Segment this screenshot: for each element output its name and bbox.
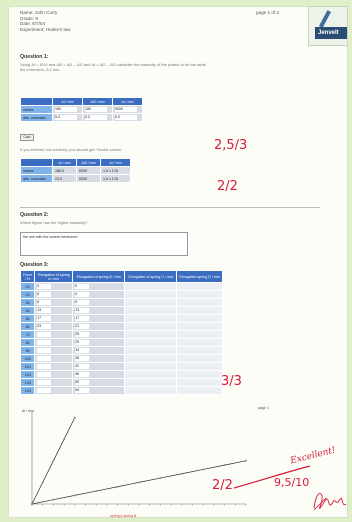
value-input[interactable]: 8: [37, 300, 51, 305]
empty-cell: [177, 339, 223, 347]
input-cell: [73, 379, 125, 387]
table-row: [21, 315, 223, 323]
value-input[interactable]: 5.0: [115, 115, 137, 120]
instruction-line: the extension, Δ l/ mm.: [20, 67, 61, 72]
value-input[interactable]: 13: [75, 308, 89, 313]
question-1-title: Question 1:: [20, 54, 49, 60]
empty-cell: [177, 307, 223, 315]
table-row: [21, 299, 223, 307]
q1b-score: 2/2: [217, 179, 238, 194]
row-label: 50: [21, 315, 35, 323]
table-header-cell: Elongation spring D / mm: [177, 271, 223, 283]
table-header-cell: [21, 98, 53, 106]
empty-cell: [125, 307, 177, 315]
table-row: [21, 379, 223, 387]
worksheet-date: Date: 6/7/04: [20, 21, 46, 27]
value-input[interactable]: 17: [75, 316, 89, 321]
question-3-title: Question 3:: [20, 262, 49, 268]
value-input[interactable]: 54: [75, 388, 89, 393]
value-input[interactable]: [37, 348, 51, 353]
value-input[interactable]: 34: [75, 348, 89, 353]
row-label: 70: [21, 331, 35, 339]
teacher-signature: [310, 486, 348, 514]
table-row: [21, 323, 223, 331]
value-input[interactable]: 4: [75, 292, 89, 297]
data-point: [74, 417, 76, 419]
data-point: [138, 481, 140, 483]
answer-textarea[interactable]: [20, 232, 188, 256]
empty-cell: [125, 355, 177, 363]
table-row: [21, 106, 143, 114]
value-cell: [83, 106, 113, 114]
row-label: 60: [21, 323, 35, 331]
input-cell: [73, 355, 125, 363]
table-header-cell: Δl0 / mm: [83, 98, 113, 106]
input-cell: [35, 347, 73, 355]
row-label: abs. uncertain: [21, 114, 53, 122]
value-input[interactable]: [37, 380, 51, 385]
question-3-data-table: [20, 270, 223, 395]
value-input[interactable]: 29: [75, 340, 89, 345]
value-cell: [53, 114, 83, 122]
input-cell: [35, 331, 73, 339]
input-cell: [35, 387, 73, 395]
table-header-cell: Δl / mm: [53, 159, 77, 167]
result-cell: 0000: [77, 175, 101, 183]
empty-cell: [125, 339, 177, 347]
value-input[interactable]: 23: [37, 324, 51, 329]
empty-cell: [125, 331, 177, 339]
table-header-cell: Δl / mm: [101, 159, 131, 167]
logo-swoosh-icon: [319, 10, 331, 28]
input-cell: [35, 299, 73, 307]
input-cell: [35, 363, 73, 371]
row-label: 90: [21, 347, 35, 355]
table-row: [21, 387, 223, 395]
row-label: 30: [21, 299, 35, 307]
result-cell: 23.0: [53, 175, 77, 183]
value-input[interactable]: [37, 356, 51, 361]
table-header-cell: [21, 159, 53, 167]
row-label: abs. uncertain: [21, 175, 53, 183]
teacher-comment: Excellent!: [289, 445, 337, 467]
row-label: 10: [21, 283, 35, 291]
value-input[interactable]: [37, 340, 51, 345]
question-1-result-table: [20, 158, 131, 183]
empty-cell: [177, 331, 223, 339]
value-input[interactable]: 17: [37, 316, 51, 321]
data-point: [42, 481, 44, 483]
table-row: [21, 363, 223, 371]
table-header-row: [21, 271, 223, 283]
empty-cell: [125, 291, 177, 299]
data-point: [181, 473, 183, 475]
input-cell: [73, 387, 125, 395]
input-cell: [35, 323, 73, 331]
row-label: values: [21, 167, 53, 175]
row-label: values: [21, 106, 53, 114]
table-row: [21, 167, 131, 175]
empty-cell: [177, 315, 223, 323]
empty-cell: [125, 379, 177, 387]
empty-cell: [125, 315, 177, 323]
input-cell: [35, 307, 73, 315]
data-point: [117, 486, 119, 488]
value-input[interactable]: 38: [75, 356, 89, 361]
q4-score: 2/2: [212, 478, 233, 493]
table-row: [21, 339, 223, 347]
row-label: 20: [21, 291, 35, 299]
input-cell: [73, 283, 125, 291]
table-header-row: [21, 98, 143, 106]
value-cell: [83, 114, 113, 122]
value-input[interactable]: 9: [75, 300, 89, 305]
row-label: 40: [21, 307, 35, 315]
value-input[interactable]: 21: [75, 324, 89, 329]
empty-cell: [177, 347, 223, 355]
empty-cell: [125, 387, 177, 395]
value-input[interactable]: 50: [75, 380, 89, 385]
data-point: [95, 490, 97, 492]
question-1-input-table: [20, 97, 143, 122]
empty-cell: [125, 283, 177, 291]
empty-cell: [125, 363, 177, 371]
table-row: [21, 291, 223, 299]
input-cell: [73, 299, 125, 307]
chart-legend: spring A spring B: [110, 514, 137, 518]
row-label: 80: [21, 339, 35, 347]
elongation-chart: [20, 408, 250, 512]
value-cell: [113, 106, 143, 114]
value-input[interactable]: 180: [55, 107, 77, 112]
empty-cell: [177, 323, 223, 331]
value-input[interactable]: 25: [75, 332, 89, 337]
input-cell: [35, 283, 73, 291]
value-input[interactable]: 0: [37, 284, 51, 289]
calc-button[interactable]: Calc: [20, 134, 34, 141]
question-2-title: Question 2:: [20, 212, 49, 218]
table-header-cell: Elongation of spring C / mm: [125, 271, 177, 283]
input-cell: [35, 371, 73, 379]
value-input[interactable]: 0000: [115, 107, 137, 112]
student-name: Name: John Curry: [20, 10, 58, 15]
result-cell: 1.0 x 178: [101, 167, 131, 175]
value-input[interactable]: 0: [75, 284, 89, 289]
value-cell: [53, 106, 83, 114]
experiment-title: Experiment: Hooke's law: [20, 26, 71, 32]
row-label: 120: [21, 371, 35, 379]
y-axis-label: Δl / mm: [22, 409, 34, 413]
q1-score: 2,5/3: [214, 138, 248, 153]
calc-note: If you entered not correctly you should get: Hooke values: [20, 147, 121, 152]
empty-cell: [177, 371, 223, 379]
table-row: [21, 307, 223, 315]
table-row: [21, 114, 143, 122]
empty-cell: [177, 283, 223, 291]
value-cell: [113, 114, 143, 122]
value-input[interactable]: [37, 364, 51, 369]
input-cell: [73, 307, 125, 315]
result-cell: 1.0 x 178: [101, 175, 131, 183]
data-point: [224, 464, 226, 466]
page-indicator: page 1 of 4: [256, 10, 279, 15]
table-header-cell: Elongation of spring A / mm: [35, 271, 73, 283]
row-label: 140: [21, 387, 35, 395]
result-cell: 0000: [77, 167, 101, 175]
empty-cell: [177, 291, 223, 299]
data-point: [52, 499, 54, 501]
value-input[interactable]: [37, 332, 51, 337]
value-input[interactable]: 5.0: [85, 115, 107, 120]
table-header-cell: Force / N: [21, 271, 35, 283]
section-divider: [20, 207, 320, 208]
value-input[interactable]: 13: [37, 308, 51, 313]
input-cell: [73, 363, 125, 371]
table-row: [21, 331, 223, 339]
data-point: [74, 494, 76, 496]
table-header-cell: Δl / mm: [113, 98, 143, 106]
empty-cell: [125, 323, 177, 331]
student-grade: Grade: 9: [20, 15, 38, 21]
data-point: [202, 468, 204, 470]
question-1-instructions: [20, 62, 320, 72]
input-cell: [35, 291, 73, 299]
input-cell: [35, 379, 73, 387]
student-header: [20, 10, 70, 32]
data-point: [52, 460, 54, 462]
row-label: 110: [21, 363, 35, 371]
value-input[interactable]: 180: [85, 107, 107, 112]
logo-wordmark: Jenvelt: [315, 27, 347, 39]
input-cell: [73, 371, 125, 379]
input-cell: [73, 331, 125, 339]
empty-cell: [177, 387, 223, 395]
table-row: [21, 347, 223, 355]
table-row: [21, 175, 131, 183]
empty-cell: [125, 371, 177, 379]
table-header-cell: Elongation of spring B / mm: [73, 271, 125, 283]
table-header-row: [21, 159, 131, 167]
empty-cell: [177, 355, 223, 363]
empty-cell: [177, 379, 223, 387]
result-cell: 180.0: [53, 167, 77, 175]
input-cell: [73, 291, 125, 299]
question-2-prompt: Which figure has the higher elasticity?: [20, 220, 88, 225]
table-header-cell: Δl0 / mm: [77, 159, 101, 167]
input-cell: [35, 315, 73, 323]
row-label: 130: [21, 379, 35, 387]
input-cell: [35, 355, 73, 363]
q3-score: 3/3: [221, 374, 242, 389]
input-cell: [73, 339, 125, 347]
value-input[interactable]: [37, 388, 51, 393]
input-cell: [35, 339, 73, 347]
brand-logo: [308, 6, 348, 46]
empty-cell: [177, 299, 223, 307]
empty-cell: [125, 299, 177, 307]
input-cell: [73, 347, 125, 355]
data-point: [159, 477, 161, 479]
value-input[interactable]: 6: [37, 292, 51, 297]
value-input[interactable]: 5.0: [55, 115, 77, 120]
total-score: 9,5/10: [274, 476, 310, 489]
value-input[interactable]: 42: [75, 364, 89, 369]
input-cell: [73, 315, 125, 323]
value-input[interactable]: [37, 372, 51, 377]
table-row: [21, 283, 223, 291]
instruction-line: Using Δl = Δl·l0 and Δl0 = Δl1 – Δl2 and Δl = Δl2 – Δl3 calculate the elasticity of the plastic to be the table: [20, 62, 206, 67]
row-label: 100: [21, 355, 35, 363]
answer-text: the one with the lowest mentioned: [23, 235, 78, 239]
table-row: [21, 371, 223, 379]
empty-cell: [177, 363, 223, 371]
value-input[interactable]: 46: [75, 372, 89, 377]
data-point: [31, 503, 33, 505]
input-cell: [73, 323, 125, 331]
table-row: [21, 355, 223, 363]
table-header-cell: Δl / mm: [53, 98, 83, 106]
table-page-label: page 1: [258, 406, 269, 410]
empty-cell: [125, 347, 177, 355]
data-point: [63, 438, 65, 440]
